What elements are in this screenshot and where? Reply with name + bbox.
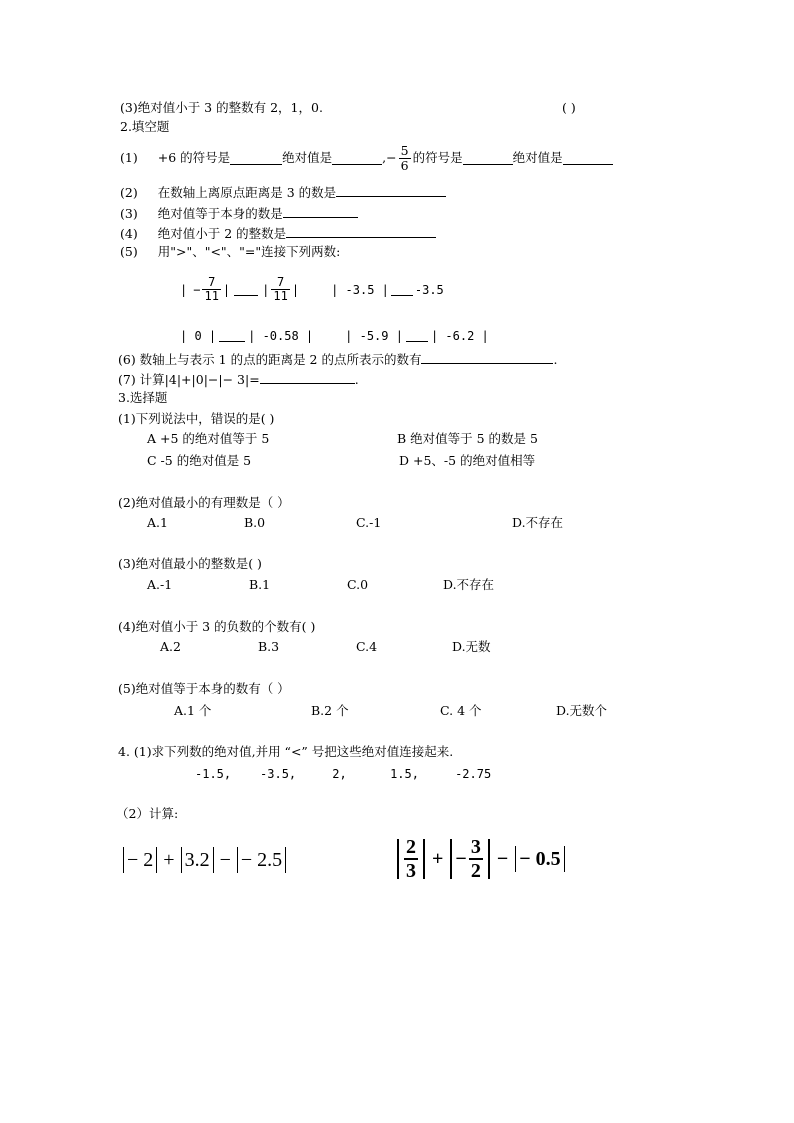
choice-q3-option-d[interactable]: D.不存在 xyxy=(443,577,495,592)
fill-q5-row1-blank-1[interactable] xyxy=(234,283,258,296)
fill-q1-text-d: 的符号是 xyxy=(412,150,463,165)
expr2-frac1 xyxy=(404,836,418,882)
fill-q1-frac-den: 6 xyxy=(400,157,409,173)
fill-q6 xyxy=(118,351,557,367)
fill-q1-blank-1[interactable] xyxy=(230,152,282,165)
abs-bar xyxy=(156,847,157,873)
fill-q5-num: (5) xyxy=(120,244,138,259)
part4-numbers: -1.5, -3.5, 2, 1.5, -2.75 xyxy=(195,767,492,781)
expr2-frac2 xyxy=(469,836,483,882)
abs-bar xyxy=(488,839,490,879)
choice-q3-option-c[interactable]: C.0 xyxy=(347,577,369,592)
choice-q3-stem: (3)绝对值最小的整数是( ) xyxy=(118,556,262,571)
fill-q5-row1-minus: − xyxy=(193,282,201,297)
choice-q4-option-a[interactable]: A.2 xyxy=(160,639,181,654)
choice-q4-option-c[interactable]: C.4 xyxy=(356,639,378,654)
fill-q7-end: . xyxy=(354,372,359,387)
fill-q2-num: (2) xyxy=(120,185,138,200)
choice-q2-option-b[interactable]: B.0 xyxy=(244,515,266,530)
fill-q3 xyxy=(120,205,358,221)
abs-bar xyxy=(423,839,425,879)
fill-q5-row1-blank-2[interactable] xyxy=(391,283,413,296)
fill-heading: 2.填空题 xyxy=(120,119,170,134)
fill-q5-text: 用">"、"<"、"="连接下列两数: xyxy=(157,244,341,259)
part4-expr1 xyxy=(120,847,289,873)
fill-q5-row2-p1-right: | -0.58 | xyxy=(248,328,314,343)
choice-q4-option-b[interactable]: B.3 xyxy=(258,639,280,654)
frac-num: 7 xyxy=(277,275,285,289)
frac-den: 11 xyxy=(204,289,219,304)
abs-bar: | xyxy=(180,282,188,297)
fill-q1-frac-num: 5 xyxy=(400,143,409,158)
choice-q1-stem: (1)下列说法中，错误的是( ) xyxy=(118,411,275,426)
abs-bar xyxy=(213,847,214,873)
abs-bar: | xyxy=(291,282,300,297)
abs-bar xyxy=(237,847,238,873)
fill-q1-text-e: 绝对值是 xyxy=(512,150,563,165)
fill-q1-minus: − xyxy=(386,150,397,165)
expr1-c: − 2.5 xyxy=(240,849,283,871)
fill-q1-blank-4[interactable] xyxy=(563,152,613,165)
part4-q2: （2）计算: xyxy=(116,806,179,821)
fill-q3-num: (3) xyxy=(120,206,138,221)
frac-den: 2 xyxy=(470,860,481,882)
choice-q3-option-b[interactable]: B.1 xyxy=(249,577,271,592)
fill-q7-text: (7) 计算|4|+|0|−|− 3|= xyxy=(118,372,260,387)
part4-q1: 4. (1)求下列数的绝对值,并用 “<” 号把这些绝对值连接起来. xyxy=(118,744,454,759)
choice-q5-option-b[interactable]: B.2 个 xyxy=(311,703,349,718)
fill-q2-blank[interactable] xyxy=(336,184,446,197)
fill-q2-text: 在数轴上离原点距离是 3 的数是 xyxy=(157,185,337,200)
fill-q4-num: (4) xyxy=(120,226,138,241)
fill-q1-comma: , xyxy=(382,150,387,165)
fill-q5-row2-p1-left: | 0 | xyxy=(180,328,217,343)
fill-q5 xyxy=(120,246,340,259)
abs-bar xyxy=(181,847,182,873)
fill-q1-blank-2[interactable] xyxy=(332,152,382,165)
fill-q1-num: (1) xyxy=(120,150,138,165)
fill-q4 xyxy=(120,225,436,241)
choice-q4-stem: (4)绝对值小于 3 的负数的个数有( ) xyxy=(118,619,316,634)
expr1-minus: − xyxy=(219,849,231,871)
fill-q5-row2 xyxy=(180,329,489,342)
fill-q5-row1-frac2 xyxy=(271,276,289,303)
choice-q1-option-c[interactable]: C -5 的绝对值是 5 xyxy=(147,453,252,468)
abs-bar xyxy=(564,846,565,872)
fill-q1-text-a: +6 的符号是 xyxy=(157,150,231,165)
choice-q5-option-c[interactable]: C. 4 个 xyxy=(440,703,482,718)
expr2-c: − 0.5 xyxy=(519,848,561,870)
frac-num: 2 xyxy=(406,836,416,858)
fill-q1-text-b: 绝对值是 xyxy=(282,150,333,165)
fill-q5-row2-blank-2[interactable] xyxy=(406,329,428,342)
frac-num: 7 xyxy=(208,275,216,289)
fill-q6-text: (6) 数轴上与表示 1 的点的距离是 2 的点所表示的数有 xyxy=(118,352,422,367)
expr2-neg: − xyxy=(455,848,467,870)
fill-q5-row1-pair2-right: -3.5 xyxy=(414,282,444,297)
fill-q1 xyxy=(120,144,613,173)
fill-q5-row1-pair2-left: | -3.5 | xyxy=(331,282,389,297)
judge-q3-answer-paren[interactable]: ( ) xyxy=(562,100,576,115)
fill-q5-row2-p2-right: | -6.2 | xyxy=(430,328,489,343)
choice-q1-option-a[interactable]: A +5 的绝对值等于 5 xyxy=(147,431,270,446)
choice-q5-option-d[interactable]: D.无数个 xyxy=(556,703,608,718)
abs-bar xyxy=(123,847,124,873)
abs-bar xyxy=(450,839,452,879)
choice-q5-option-a[interactable]: A.1 个 xyxy=(174,703,212,718)
fill-q3-text: 绝对值等于本身的数是 xyxy=(157,206,283,221)
frac-den: 3 xyxy=(406,860,416,882)
choice-q5-stem: (5)绝对值等于本身的数有（ ） xyxy=(118,681,290,696)
expr1-a: − 2 xyxy=(127,849,154,871)
choice-q1-option-b[interactable]: B 绝对值等于 5 的数是 5 xyxy=(397,431,538,446)
choice-q3-option-a[interactable]: A.-1 xyxy=(147,577,173,592)
fill-q5-row1 xyxy=(180,276,444,303)
fill-q4-text: 绝对值小于 2 的整数是 xyxy=(157,226,287,241)
expr2-plus: + xyxy=(432,848,444,870)
fill-q5-row2-blank-1[interactable] xyxy=(219,329,245,342)
expr1-plus: + xyxy=(163,849,175,871)
fill-q7-blank[interactable] xyxy=(260,371,355,384)
fill-q6-end: . xyxy=(553,352,558,367)
fill-q4-blank[interactable] xyxy=(286,225,436,238)
expr2-minus: − xyxy=(496,848,509,870)
judge-q3: (3)绝对值小于 3 的整数有 2，1，0. xyxy=(120,100,323,115)
choice-q1-option-d[interactable]: D +5、-5 的绝对值相等 xyxy=(399,453,536,468)
choice-q2-stem: (2)绝对值最小的有理数是（ ） xyxy=(118,495,290,510)
expr1-b: 3.2 xyxy=(184,849,210,871)
abs-bar xyxy=(515,846,516,872)
choice-q2-option-d[interactable]: D.不存在 xyxy=(512,515,564,530)
frac-num: 3 xyxy=(470,836,481,858)
fill-q3-blank[interactable] xyxy=(283,205,358,218)
abs-bar xyxy=(285,847,286,873)
choice-q2-option-c[interactable]: C.-1 xyxy=(356,515,382,530)
fill-q6-blank[interactable] xyxy=(421,351,553,364)
fill-q1-blank-3[interactable] xyxy=(463,152,513,165)
fill-q2 xyxy=(120,184,446,200)
fill-q5-row1-frac1 xyxy=(202,276,220,303)
choice-q4-option-d[interactable]: D.无数 xyxy=(452,639,491,654)
abs-bar xyxy=(397,839,399,879)
choice-q2-option-a[interactable]: A.1 xyxy=(147,515,168,530)
fill-q7 xyxy=(118,371,359,387)
fill-q1-fraction xyxy=(399,144,411,173)
abs-bar: | xyxy=(262,282,270,297)
choice-heading: 3.选择题 xyxy=(118,390,168,405)
part4-expr2 xyxy=(394,836,568,882)
fill-q5-row2-p2-left: | -5.9 | xyxy=(345,328,403,343)
frac-den: 11 xyxy=(273,289,288,304)
abs-bar: | xyxy=(222,282,231,297)
